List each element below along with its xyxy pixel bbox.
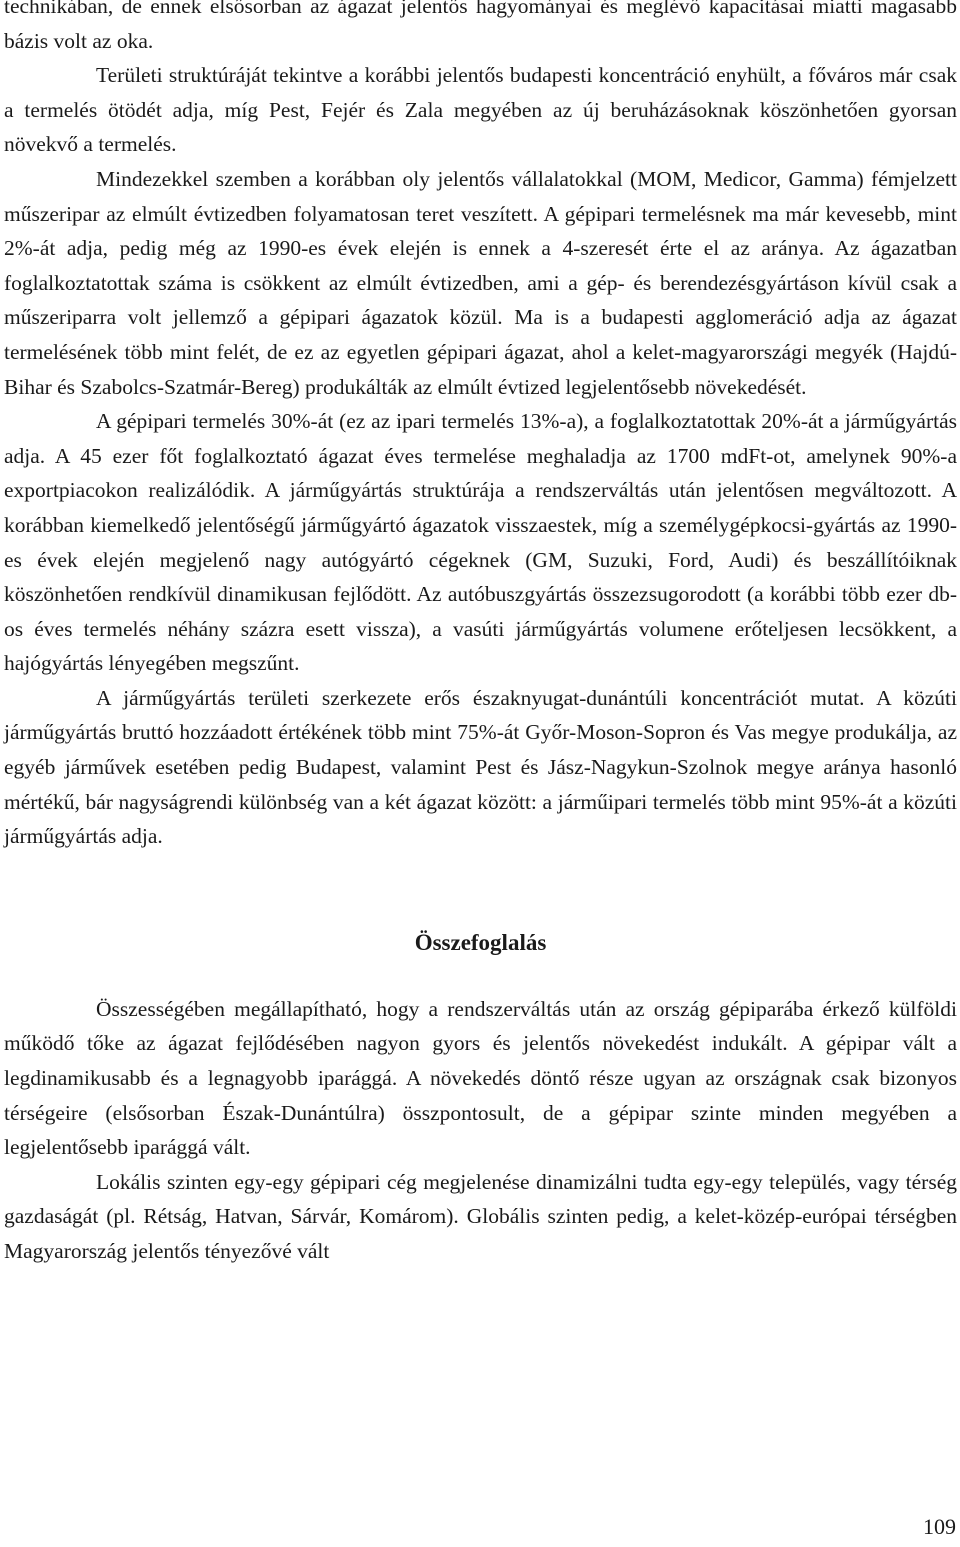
paragraph-continuation: technikában, de ennek elsősorban az ágazat jelentős hagyományai és meglévő kapacitásai miatti magasabb bázis volt az oka. [4, 0, 957, 53]
paragraph-regional-structure: Területi struktúráját tekintve a korábbi jelentős budapesti koncentráció enyhült, a főváros már csak a termelés ötödét adja, míg Pest, Fejér és Zala megyében az új beruházásoknak köszönhetően gyorsan növekvő a termelés. [4, 63, 957, 157]
paragraph-vehicle-regional: A járműgyártás területi szerkezete erős északnyugat-dunántúli koncentrációt mutat. A közúti járműgyártás bruttó hozzáadott értékének több mint 75%-át Győr-Moson-Sopron és Vas megye produkálja, az egyéb járművek esetében pedig Budapest, valamint Pest és Jász-Nagykun-Szolnok megye aránya hasonló mértékű, bár nagyságrendi különbség van a két ágazat között: a járműipari termelés több mint 95%-át a közúti járműgyártás adja. [4, 685, 957, 849]
paragraph-vehicle-manufacturing: A gépipari termelés 30%-át (ez az ipari termelés 13%-a), a foglalkoztatottak 20%-át a járműgyártás adja. A 45 ezer főt foglalkoztató ágazat éves termelése meghaladja az 1700 mdFt-ot, amelynek 90%-a exportpiacokon realizálódik. A járműgyártás struktúrája a rendszerváltás után jelentősen megváltozott. A korábban kiemelkedő jelentőségű járműgyártó ágazatok visszaestek, míg a személygépkocsi-gyártás az 1990-es évek elején megjelenő nagy autógyártó cégeknek (GM, Suzuki, Ford, Audi) és beszállítóiknak köszönhetően rendkívül dinamikusan fejlődött. Az autóbuszgyártás összezsugorodott (a korábbi több ezer db-os éves termelés néhány százra esett vissza), a vasúti járműgyártás volumene erőteljesen lecsökkent, a hajógyártás lényegében megszűnt. [4, 409, 957, 676]
paragraph-instrument-industry: Mindezekkel szemben a korábban oly jelentős vállalatokkal (MOM, Medicor, Gamma) fémjelzett műszeripar az elmúlt évtizedben folyamatosan teret veszített. A gépipari termelésnek ma már kevesebb, mint 2%-át adja, pedig még az 1990-es évek elején is ennek a 4-szeresét érte el az aránya. Az ágazatban foglalkoztatottak száma is csökkent az elmúlt évtizedben, ami a gép- és berendezésgyártáson kívül csak a műszeriparra volt jellemző a gépipari ágazatok közül. Ma is a budapesti agglomeráció adja az ágazat termelésének több mint felét, de ez az egyetlen gépipari ágazat, ahol a kelet-magyarországi megyék (Hajdú-Bihar és Szabolcs-Szatmár-Bereg) produkálták az elmúlt évtized legjelentősebb növekedését. [4, 166, 957, 399]
paragraph-summary-overall: Összességében megállapítható, hogy a rendszerváltás után az ország gépiparába érkező külföldi működő tőke az ágazat fejlődésében nagyon gyors és jelentős növekedést indukált. A gépipar vált a legdinamikusabb és a legnagyobb iparággá. A növekedés döntő része ugyan az országnak csak bizonyos térségeire (elsősorban Észak-Dunántúlra) összpontosult, de a gépipar szinte minden megyében a legjelentősebb iparággá vált. [4, 996, 957, 1160]
page-number: 109 [923, 1514, 956, 1539]
section-heading-summary: Összefoglalás [414, 929, 547, 955]
paragraph-summary-local: Lokális szinten egy-egy gépipari cég megjelenése dinamizálni tudta egy-egy település, vagy térség gazdaságát (pl. Rétság, Hatvan, Sárvár, Komárom). Globális szinten pedig, a kelet-közép-európai térségben Magyarország jelentős tényezővé vált [4, 1169, 957, 1263]
page-body [4, 0, 957, 1269]
